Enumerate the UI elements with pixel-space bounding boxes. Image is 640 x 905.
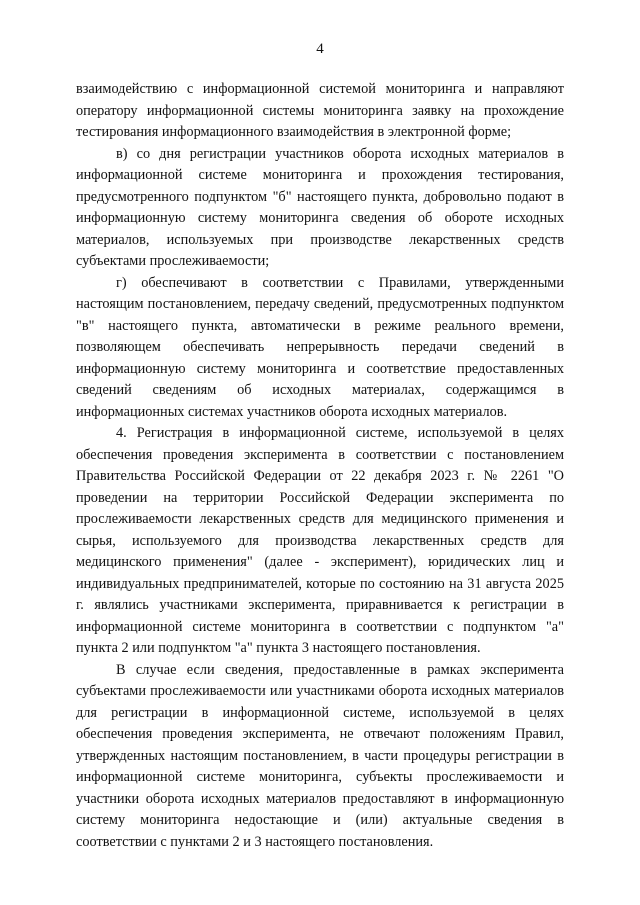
paragraph-subitem-g: г) обеспечивают в соответствии с Правилами, утвержденными настоящим постановлением, передачу сведений, предусмотренных подпунктом "в" настоящего пункта, автоматически в режиме реального времени, позволяющем обеспечивать непрерывность передачи сведений в информационную систему мониторинга и соответствие предоставленных сведений сведениям об исходных материалах, содержащимся в информационных системах участников оборота исходных материалов.	[76, 274, 564, 420]
paragraph-item-4: 4. Регистрация в информационной системе, используемой в целях обеспечения проведения эксперимента в соответствии с постановлением Правительства Российской Федерации от 22 декабря 2023 г. № 2261 "О проведении на территории Российской Федерации эксперимента по прослеживаемости лекарственных средств для медицинского применения и сырья, используемого для производства лекарственных средств для медицинского применения" (далее - эксперимент), юридических лиц и индивидуальных предпринимателей, которые по состоянию на 31 августа 2025 г. являлись участниками эксперимента, приравнивается к регистрации в информационной системе мониторинга в соответствии с подпунктом "а" пункта 2 или подпунктом "а" пункта 3 настоящего постановления.	[76, 425, 564, 656]
body-text	[76, 79, 564, 853]
paragraph-subitem-v: в) со дня регистрации участников оборота исходных материалов в информационной системе мониторинга и прохождения тестирования, предусмотренного подпунктом "б" настоящего пункта, добровольно подают в информационную систему мониторинга сведения об обороте исходных материалов, используемых при производстве лекарственных средств субъектами прослеживаемости;	[76, 145, 564, 269]
paragraph-item-4-continuation: В случае если сведения, предоставленные в рамках эксперимента субъектами прослеживаемости или участниками оборота исходных материалов для регистрации в информационной системе, используемой в целях обеспечения проведения эксперимента, не отвечают положениям Правил, утвержденных настоящим постановлением, в части процедуры регистрации в информационной системе мониторинга, субъекты прослеживаемости и участники оборота исходных материалов предоставляют в информационную систему мониторинга недостающие и (или) актуальные сведения в соответствии с пунктами 2 и 3 настоящего постановления.	[76, 661, 564, 850]
page-number: 4	[316, 41, 324, 57]
paragraph-continuation: взаимодействию с информационной системой мониторинга и направляют оператору информационной системы мониторинга заявку на прохождение тестирования информационного взаимодействия в электронной форме;	[76, 81, 564, 140]
